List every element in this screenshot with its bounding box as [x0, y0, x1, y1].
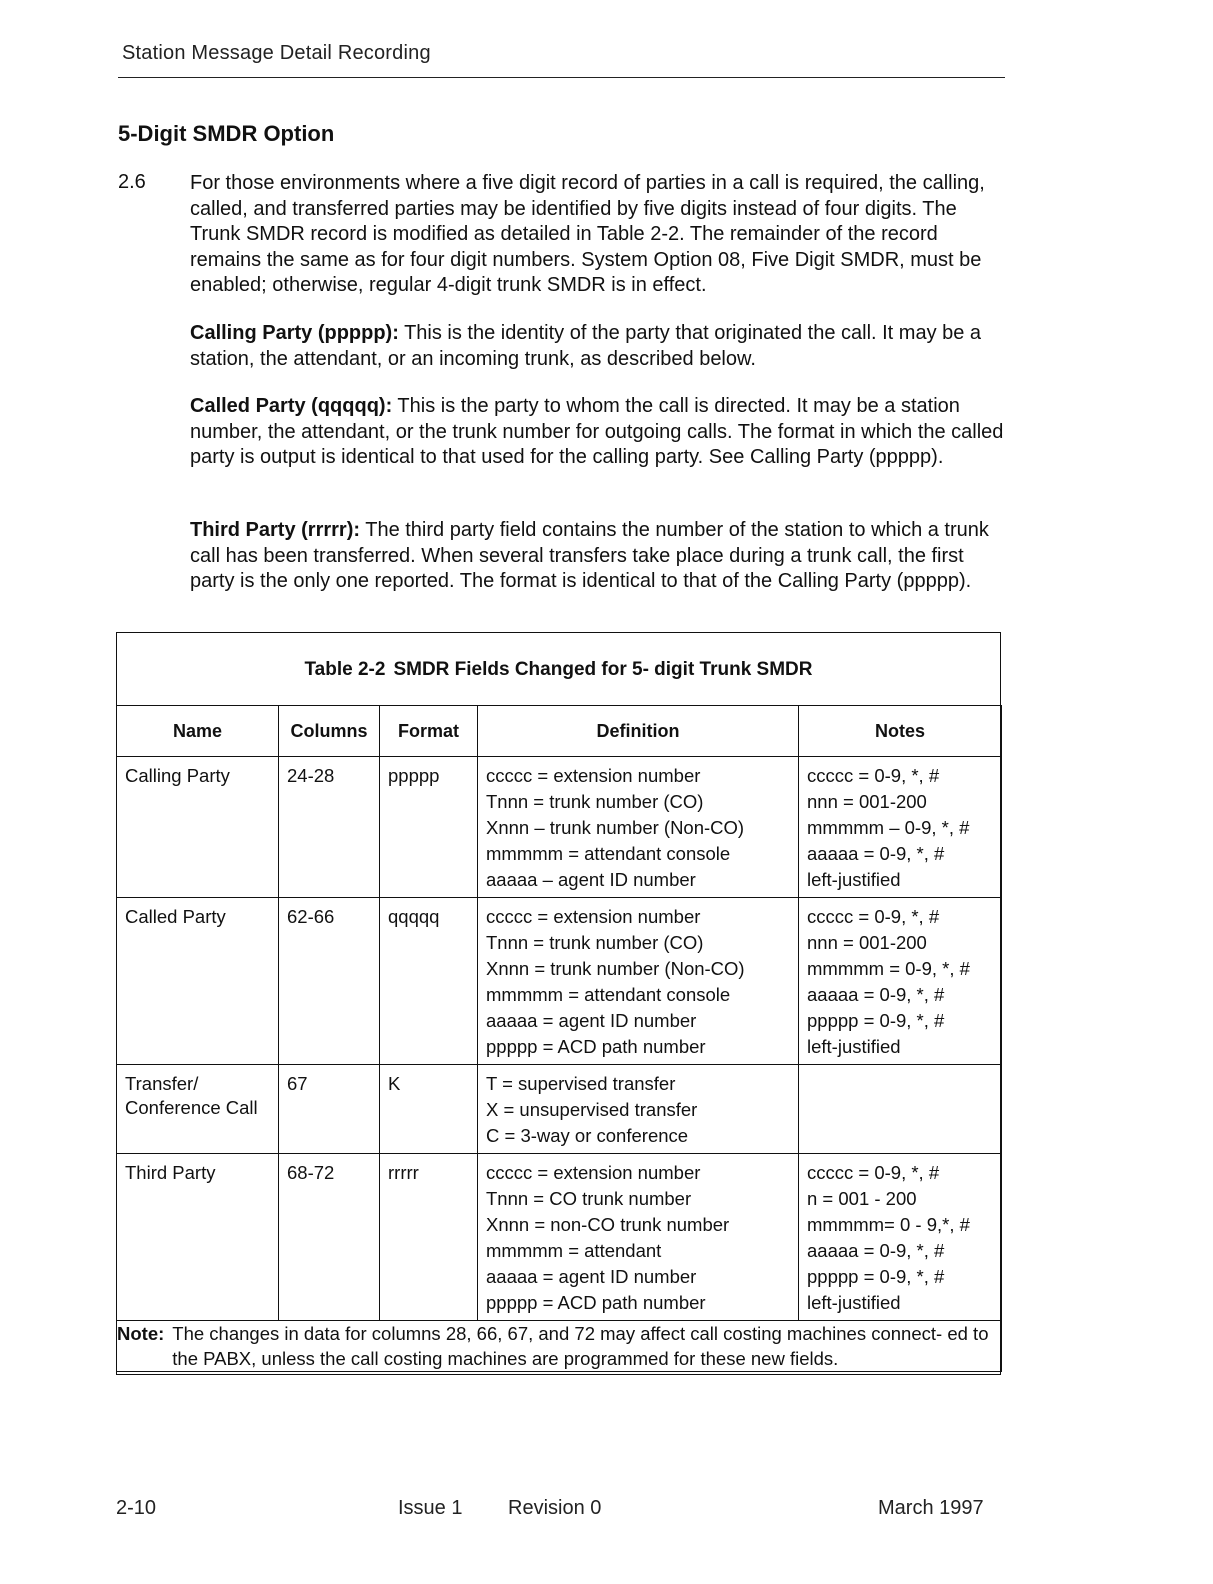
- table-header-row: [117, 706, 1002, 757]
- notes-line: left-justified: [807, 869, 901, 890]
- footer-page-number: 2-10: [116, 1497, 157, 1519]
- definition-line: X = unsupervised transfer: [486, 1099, 698, 1120]
- notes-line: mmmmm – 0-9, *, #: [807, 817, 970, 838]
- column-header-notes: Notes: [799, 706, 1002, 757]
- notes-line: mmmmm = 0-9, *, #: [807, 958, 970, 979]
- cell-name: Called Party: [117, 898, 279, 1065]
- cell-name: [117, 1065, 279, 1154]
- column-header-columns: Columns: [279, 706, 380, 757]
- footer-date: March 1997: [878, 1497, 984, 1519]
- definition-line: aaaaa = agent ID number: [486, 1266, 697, 1287]
- notes-line: nnn = 001-200: [807, 932, 927, 953]
- name-line: Transfer/: [125, 1073, 199, 1094]
- table-caption: [117, 659, 1000, 681]
- section-title: 5-Digit SMDR Option: [118, 121, 335, 146]
- cell-format: qqqqq: [380, 898, 478, 1065]
- notes-line: left-justified: [807, 1036, 901, 1057]
- table-row: [117, 1065, 1002, 1154]
- cell-columns: 24-28: [279, 757, 380, 898]
- definition-line: ppppp = ACD path number: [486, 1036, 706, 1057]
- third-party-label: Third Party (rrrrr):: [190, 519, 361, 541]
- notes-line: aaaaa = 0-9, *, #: [807, 843, 945, 864]
- table-caption-label: Table 2-2: [304, 659, 386, 680]
- cell-notes: [799, 898, 1002, 1065]
- cell-format: rrrrr: [380, 1154, 478, 1321]
- cell-notes: [799, 757, 1002, 898]
- definition-line: ppppp = ACD path number: [486, 1292, 706, 1313]
- smdr-fields-table: [116, 705, 1002, 1372]
- definition-line: C = 3-way or conference: [486, 1125, 689, 1146]
- third-party-text: The third party field contains the number of the station to which a trunk call has been transferred. When several transfers take place during a trunk call, the first party is the only one reported. The format is identical to that of the Calling Party (ppppp).: [190, 519, 989, 593]
- notes-line: aaaaa = 0-9, *, #: [807, 984, 945, 1005]
- paragraph-number: 2.6: [118, 171, 146, 193]
- calling-party-paragraph: [190, 321, 1010, 372]
- called-party-paragraph: [190, 394, 1010, 471]
- table-row: [117, 898, 1002, 1065]
- cell-notes: [799, 1065, 1002, 1154]
- note-text: The changes in data for columns 28, 66, 67, and 72 may affect call costing machines connect- ed to the PABX, unless the call costing machines are programmed for these new fields.: [172, 1323, 989, 1369]
- column-header-format: Format: [380, 706, 478, 757]
- notes-line: mmmmm= 0 - 9,*, #: [807, 1214, 970, 1235]
- definition-line: Tnnn = trunk number (CO): [486, 791, 704, 812]
- header-divider: [118, 77, 1005, 78]
- definition-line: T = supervised transfer: [486, 1073, 676, 1094]
- notes-line: ccccc = 0-9, *, #: [807, 765, 940, 786]
- table-2-2: [116, 632, 1001, 1375]
- notes-line: ppppp = 0-9, *, #: [807, 1266, 945, 1287]
- table-row: [117, 757, 1002, 898]
- notes-line: n = 001 - 200: [807, 1188, 917, 1209]
- cell-name: Calling Party: [117, 757, 279, 898]
- note-label: Note:: [117, 1323, 165, 1344]
- definition-line: Xnnn – trunk number (Non-CO): [486, 817, 745, 838]
- cell-definition: [478, 898, 799, 1065]
- calling-party-label: Calling Party (ppppp):: [190, 322, 399, 344]
- column-header-name: Name: [117, 706, 279, 757]
- definition-line: mmmmm = attendant: [486, 1240, 662, 1261]
- called-party-text: This is the party to whom the call is directed. It may be a station number, the attendant, or the trunk number for outgoing calls. The format in which the called party is output is identical to that used for the calling party. See Calling Party (ppppp).: [190, 395, 1004, 469]
- calling-party-text: This is the identity of the party that originated the call. It may be a station, the attendant, or an incoming trunk, as described below.: [190, 322, 982, 370]
- footer-issue: Issue 1: [398, 1497, 463, 1519]
- notes-line: ccccc = 0-9, *, #: [807, 906, 940, 927]
- notes-line: nnn = 001-200: [807, 791, 927, 812]
- notes-line: ppppp = 0-9, *, #: [807, 1010, 945, 1031]
- definition-line: ccccc = extension number: [486, 1162, 701, 1183]
- cell-definition: [478, 757, 799, 898]
- definition-line: Xnnn = non-CO trunk number: [486, 1214, 730, 1235]
- table-note: [117, 1321, 1002, 1372]
- cell-format: K: [380, 1065, 478, 1154]
- cell-name: Third Party: [117, 1154, 279, 1321]
- definition-line: mmmmm = attendant console: [486, 843, 731, 864]
- table-caption-title: SMDR Fields Changed for 5- digit Trunk SMDR: [393, 659, 813, 680]
- running-title: Station Message Detail Recording: [122, 42, 431, 64]
- definition-line: Tnnn = trunk number (CO): [486, 932, 704, 953]
- cell-definition: [478, 1065, 799, 1154]
- third-party-paragraph: [190, 518, 1010, 595]
- table-note-row: [117, 1321, 1002, 1372]
- definition-line: ccccc = extension number: [486, 906, 701, 927]
- notes-line: ccccc = 0-9, *, #: [807, 1162, 940, 1183]
- definition-line: mmmmm = attendant console: [486, 984, 731, 1005]
- cell-columns: 67: [279, 1065, 380, 1154]
- cell-definition: [478, 1154, 799, 1321]
- column-header-definition: Definition: [478, 706, 799, 757]
- intro-paragraph: For those environments where a five digit record of parties in a call is required, the calling, called, and transferred parties may be identified by five digits instead of four digits. The Trunk SMDR record is modified as detailed in Table 2-2. The remainder of the record remains the same as for four digit numbers. System Option 08, Five Digit SMDR, must be enabled; otherwise, regular 4-digit trunk SMDR is in effect.: [190, 172, 985, 297]
- notes-line: left-justified: [807, 1292, 901, 1313]
- called-party-label: Called Party (qqqqq):: [190, 395, 393, 417]
- definition-line: Tnnn = CO trunk number: [486, 1188, 692, 1209]
- name-line: Conference Call: [125, 1097, 258, 1118]
- table-row: [117, 1154, 1002, 1321]
- cell-columns: 62-66: [279, 898, 380, 1065]
- definition-line: aaaaa = agent ID number: [486, 1010, 697, 1031]
- footer-revision: Revision 0: [508, 1497, 602, 1519]
- definition-line: ccccc = extension number: [486, 765, 701, 786]
- notes-line: aaaaa = 0-9, *, #: [807, 1240, 945, 1261]
- cell-format: ppppp: [380, 757, 478, 898]
- definition-line: aaaaa – agent ID number: [486, 869, 696, 890]
- definition-line: Xnnn = trunk number (Non-CO): [486, 958, 745, 979]
- cell-notes: [799, 1154, 1002, 1321]
- cell-columns: 68-72: [279, 1154, 380, 1321]
